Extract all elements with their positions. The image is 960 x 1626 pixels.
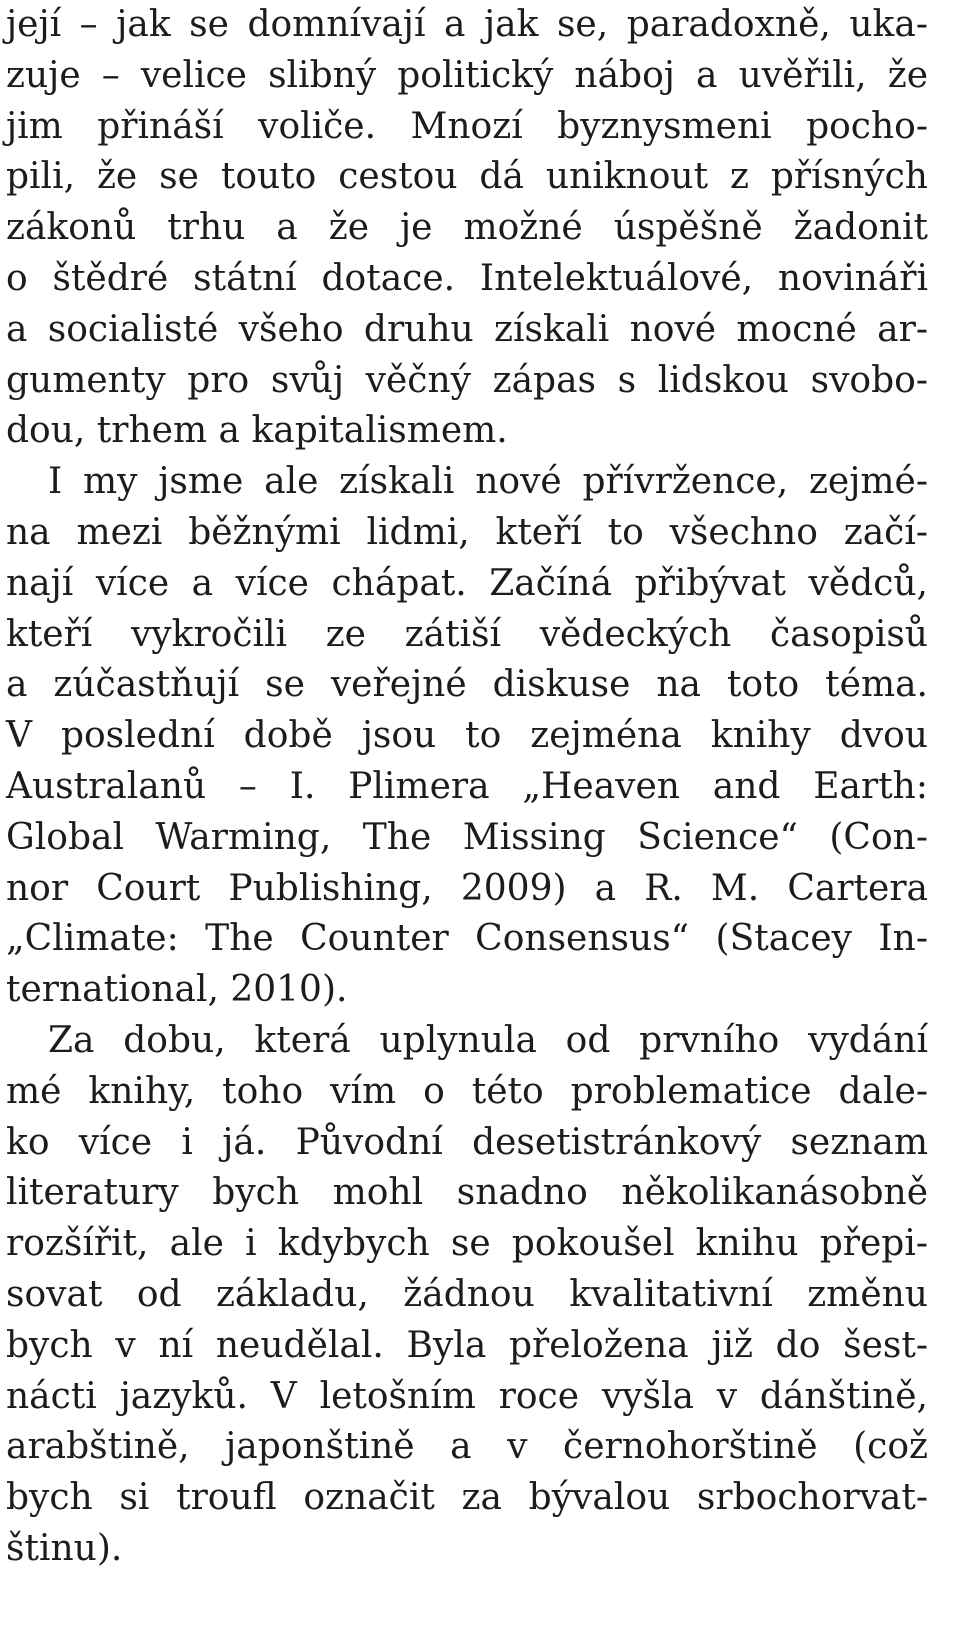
- text-line: nácti jazyků. V letošním roce vyšla v dánštině,: [6, 1375, 928, 1417]
- text-line: ko více i já. Původní desetistránkový seznam: [6, 1121, 928, 1163]
- text-line: sovat od základu, žádnou kvalitativní změnu: [6, 1273, 928, 1315]
- text-line: rozšířit, ale i kdybych se pokoušel knihu přepi-: [6, 1223, 928, 1265]
- text-line: arabštině, japonštině a v černohorštině (což: [6, 1426, 928, 1468]
- paragraph-1: [6, 0, 928, 457]
- text-line: „Climate: The Counter Consensus“ (Stacey In-: [6, 918, 928, 960]
- paragraph-3: [6, 1016, 928, 1575]
- text-line: pili, že se touto cestou dá uniknout z přísných: [6, 156, 928, 198]
- text-line: a zúčastňují se veřejné diskuse na toto téma.: [6, 664, 928, 706]
- text-line: I my jsme ale získali nové přívržence, zejmé-: [48, 461, 928, 503]
- text-line: bych v ní neudělal. Byla přeložena již do šest-: [6, 1324, 928, 1366]
- book-page-text: [6, 0, 928, 1575]
- text-line: kteří vykročili ze zátiší vědeckých časopisů: [6, 613, 928, 655]
- text-line: Australanů – I. Plimera „Heaven and Earth:: [6, 765, 928, 807]
- text-line: Za dobu, která uplynula od prvního vydání: [48, 1019, 928, 1061]
- text-line: ternational, 2010).: [6, 969, 348, 1011]
- paragraph-2: [6, 457, 928, 1016]
- text-line: nají více a více chápat. Začíná přibývat vědců,: [6, 562, 928, 604]
- text-line: zuje – velice slibný politický náboj a uvěřili, že: [6, 54, 928, 96]
- text-line: bych si troufl označit za bývalou srbochorvat-: [6, 1477, 928, 1519]
- text-line: Global Warming, The Missing Science“ (Con-: [6, 816, 928, 858]
- text-line: V poslední době jsou to zejména knihy dvou: [6, 715, 928, 757]
- text-line: mé knihy, toho vím o této problematice dale-: [6, 1070, 928, 1112]
- text-line: na mezi běžnými lidmi, kteří to všechno začí-: [6, 511, 928, 553]
- text-line: o štědré státní dotace. Intelektuálové, novináři: [6, 257, 928, 299]
- text-line: a socialisté všeho druhu získali nové mocné ar-: [6, 308, 928, 350]
- text-line: zákonů trhu a že je možné úspěšně žadonit: [6, 207, 928, 249]
- text-line: literatury bych mohl snadno několikanásobně: [6, 1172, 928, 1214]
- text-line: jim přináší voliče. Mnozí byznysmeni pocho-: [6, 105, 928, 147]
- text-line: dou, trhem a kapitalismem.: [6, 410, 508, 452]
- text-line: gumenty pro svůj věčný zápas s lidskou svobo-: [6, 359, 928, 401]
- text-line: štinu).: [6, 1527, 123, 1569]
- text-line: její – jak se domnívají a jak se, paradoxně, uka-: [6, 4, 928, 45]
- text-line: nor Court Publishing, 2009) a R. M. Cartera: [6, 867, 928, 909]
